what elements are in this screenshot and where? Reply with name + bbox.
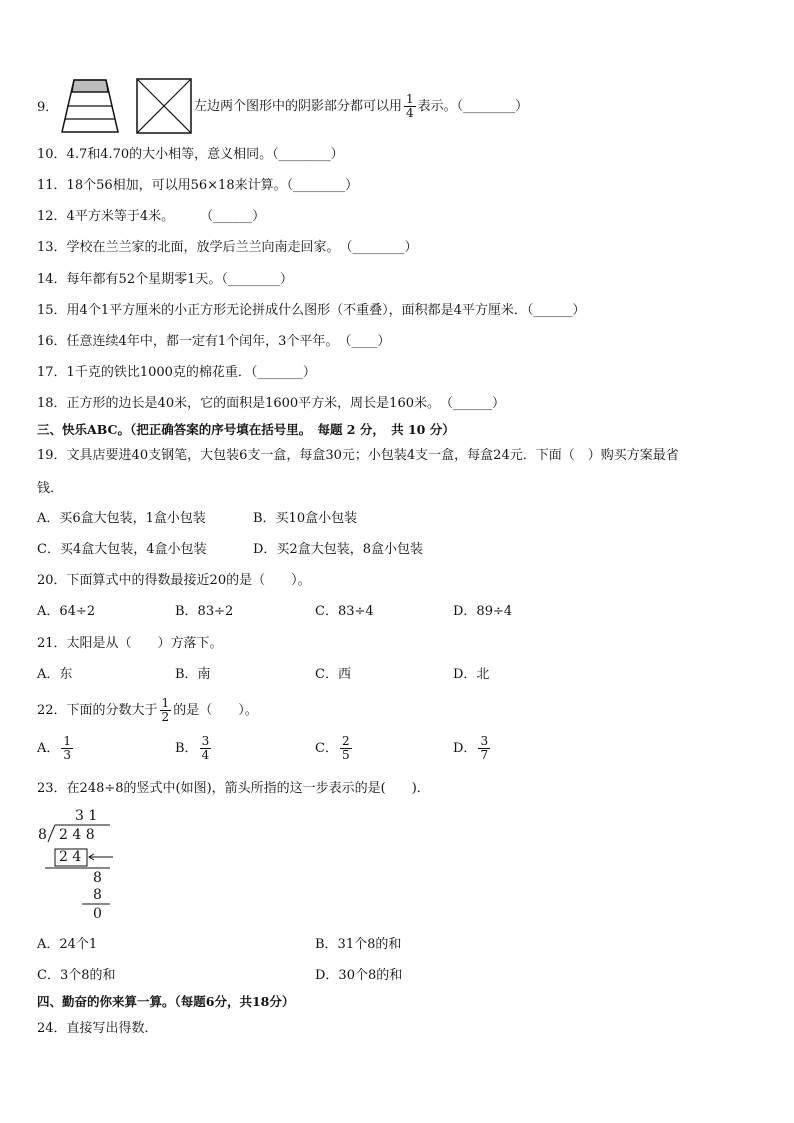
question-22-stem: 22．下面的分数大于 $\frac{1}{2}$ 的是（ ）。 (37, 696, 258, 724)
fraction: $\frac{3}{4}$ (201, 734, 210, 762)
question-13: 13．学校在兰兰家的北面，放学后兰兰向南走回家。 （________） (37, 240, 418, 255)
question-14: 14．每年都有52个星期零1天。（________） (37, 272, 293, 287)
option-a: A．24个1 (37, 937, 98, 952)
option-c: C．买4盒大包装，4盒小包装 (37, 542, 207, 557)
option-c: C．83÷4 (315, 604, 374, 619)
option-a: A．64÷2 (37, 604, 96, 619)
question-15: 15．用4个1平方厘米的小正方形无论拼成什么图形（不重叠），面积都是4平方厘米．（______） (37, 303, 586, 318)
section-4-heading: 四、勤奋的你来算一算。（每题6分，共18分） (37, 994, 295, 1009)
section-3-heading: 三、快乐ABC。（把正确答案的序号填在括号里。 每题 2 分， 共 10 分） (37, 422, 455, 437)
option-c: C．西 (315, 667, 351, 682)
question-11: 11．18个56相加，可以用56×18来计算。（________） (37, 178, 359, 193)
option-d: D．89÷4 (453, 604, 513, 619)
remainder: 0 (93, 906, 102, 922)
trapezoid-figure (60, 78, 120, 134)
question-number: 9． (37, 100, 59, 115)
option-b: B． $\frac{3}{4}$ (175, 734, 210, 762)
divisor: 8 (38, 827, 47, 843)
fraction: $\frac{1}{3}$ (63, 734, 72, 762)
question-10: 10．4.7和4.70的大小相等，意义相同。（________） (37, 147, 344, 162)
option-b: B．买10盒小包装 (253, 511, 358, 526)
question-9-text: 左边两个图形中的阴影部分都可以用 $\frac{1}{4}$ 表示。（________） (194, 92, 529, 120)
option-b: B．31个8的和 (315, 937, 402, 952)
question-16: 16．任意连续4年中，都一定有1个闰年，3个平年。 （____） (37, 334, 391, 349)
step-product: 2 4 (59, 849, 82, 865)
crossed-square-figure (136, 78, 192, 134)
question-9 (37, 100, 58, 116)
question-12: 12．4平方米等于4米。 （______） (37, 209, 266, 224)
option-b: B．南 (175, 667, 211, 682)
option-d: D．买2盒大包装，8盒小包装 (253, 542, 423, 557)
question-19-stem-cont: 钱． (37, 481, 64, 496)
option-c: C．3个8的和 (37, 968, 116, 983)
option-a: A． $\frac{1}{3}$ (37, 734, 72, 762)
quotient: 3 1 (75, 808, 98, 824)
question-17: 17．1千克的铁比1000克的棉花重．（_______） (37, 365, 316, 380)
option-d: D．30个8的和 (315, 968, 403, 983)
question-20-stem: 20．下面算式中的得数最接近20的是（ ）。 (37, 573, 311, 588)
fraction: $\frac{1}{2}$ (161, 696, 170, 724)
step-product-2: 8 (93, 887, 102, 903)
question-23-stem: 23．在248÷8的竖式中(如图)，箭头所指的这一步表示的是( )． (37, 781, 430, 796)
fraction: $\frac{1}{4}$ (406, 92, 414, 120)
option-a: A．东 (37, 667, 73, 682)
fraction: $\frac{2}{5}$ (341, 734, 350, 762)
question-21-stem: 21．太阳是从（ ）方落下。 (37, 636, 223, 651)
question-24: 24．直接写出得数． (37, 1021, 158, 1036)
option-a: A．买6盒大包装，1盒小包装 (37, 511, 206, 526)
question-18: 18．正方形的边长是40米，它的面积是1600平方米，周长是160米。 （______） (37, 396, 505, 411)
step-bring-down: 8 (93, 870, 102, 886)
question-19-stem: 19．文具店要进40支钢笔，大包装6支一盒，每盒30元；小包装4支一盒，每盒24元．下面（ ）购买方案最省 (37, 448, 679, 463)
fraction: $\frac{3}{7}$ (480, 734, 489, 762)
option-b: B．83÷2 (175, 604, 234, 619)
option-c: C． $\frac{2}{5}$ (315, 734, 350, 762)
long-division-figure (37, 806, 127, 926)
dividend: 2 4 8 (59, 827, 95, 843)
option-d: D． $\frac{3}{7}$ (453, 734, 489, 762)
option-d: D．北 (453, 667, 490, 682)
